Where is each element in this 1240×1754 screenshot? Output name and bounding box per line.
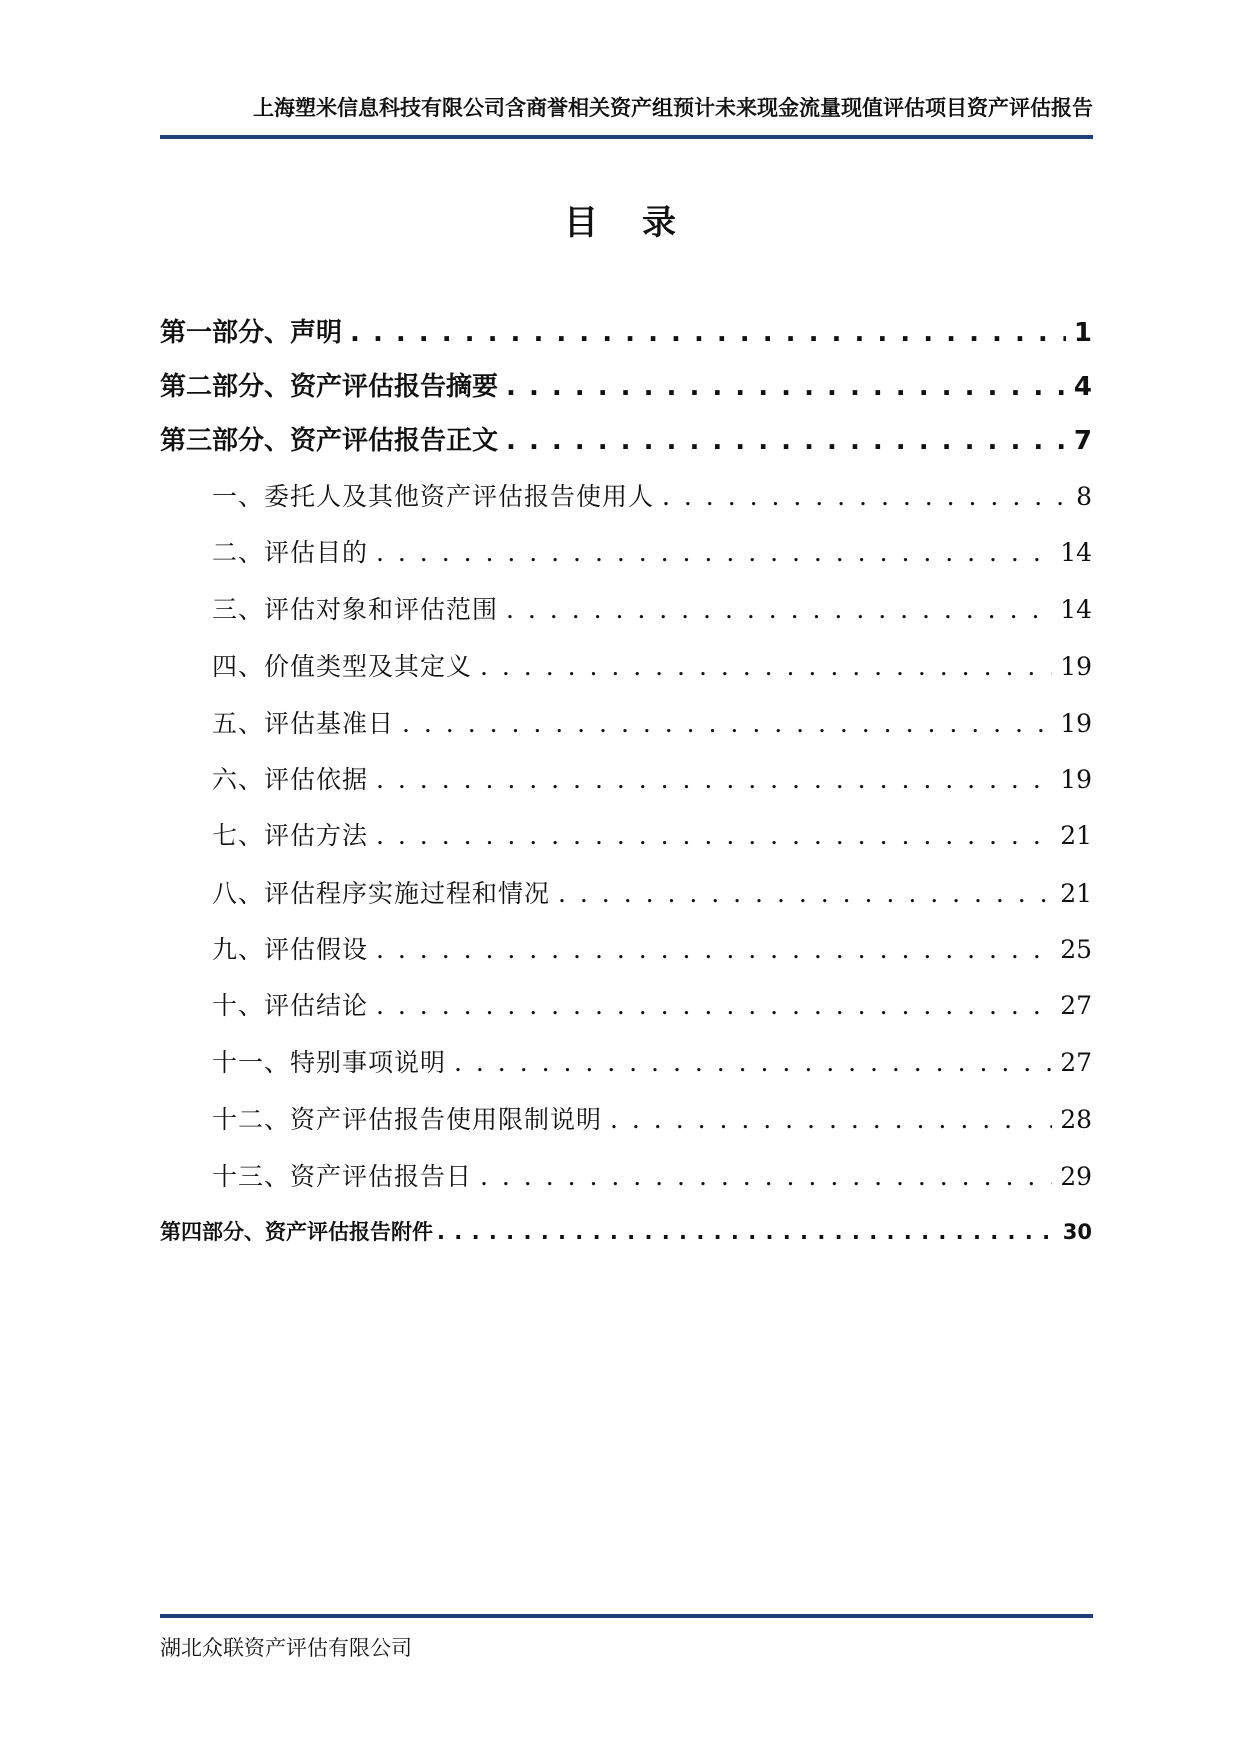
dot-leader <box>376 765 1052 794</box>
toc-entry-section-9[interactable] <box>160 930 1092 970</box>
header-divider <box>160 135 1093 139</box>
dot-leader <box>437 1220 1059 1244</box>
toc-entry-page: 19 <box>1060 709 1092 738</box>
dot-leader <box>454 1048 1052 1077</box>
toc-entry-part-1[interactable] <box>160 312 1092 352</box>
toc-entry-page: 25 <box>1060 935 1092 964</box>
footer-divider <box>160 1614 1093 1618</box>
toc-entry-section-7[interactable] <box>160 816 1092 856</box>
toc-entry-page: 1 <box>1073 318 1092 348</box>
toc-entry-section-12[interactable] <box>160 1100 1092 1140</box>
toc-entry-label: 二、评估目的 <box>212 538 369 567</box>
toc-entry-label: 十二、资产评估报告使用限制说明 <box>212 1105 603 1134</box>
toc-entry-label: 十三、资产评估报告日 <box>212 1162 473 1191</box>
toc-entry-page: 30 <box>1062 1220 1092 1244</box>
toc-entry-part-4[interactable] <box>160 1216 1092 1256</box>
toc-entry-section-1[interactable] <box>160 477 1092 517</box>
toc-entry-page: 14 <box>1060 595 1092 624</box>
toc-entry-label: 四、价值类型及其定义 <box>212 652 473 681</box>
dot-leader <box>350 318 1066 348</box>
toc-entry-label: 第二部分、资产评估报告摘要 <box>160 372 499 402</box>
toc-entry-page: 29 <box>1060 1162 1092 1191</box>
toc-entry-section-13[interactable] <box>160 1157 1092 1197</box>
toc-entry-section-5[interactable] <box>160 704 1092 744</box>
toc-entry-section-2[interactable] <box>160 533 1092 573</box>
toc-entry-label: 十、评估结论 <box>212 991 369 1020</box>
toc-entry-page: 28 <box>1060 1105 1092 1134</box>
page-title: 目录 <box>564 203 720 243</box>
dot-leader <box>506 426 1066 456</box>
toc-entry-page: 27 <box>1060 1048 1092 1077</box>
toc-entry-label: 六、评估依据 <box>212 765 369 794</box>
dot-leader <box>402 709 1052 738</box>
toc-entry-label: 九、评估假设 <box>212 935 369 964</box>
toc-entry-section-3[interactable] <box>160 590 1092 630</box>
toc-entry-section-8[interactable] <box>160 874 1092 914</box>
dot-leader <box>610 1105 1052 1134</box>
footer-company-name: 湖北众联资产评估有限公司 <box>160 1636 412 1660</box>
toc-entry-part-2[interactable] <box>160 366 1092 406</box>
toc-entry-page: 19 <box>1060 652 1092 681</box>
dot-leader <box>480 652 1052 681</box>
toc-entry-label: 第一部分、声明 <box>160 318 343 348</box>
toc-entry-part-3[interactable] <box>160 420 1092 460</box>
toc-entry-page: 14 <box>1060 538 1092 567</box>
toc-entry-label: 一、委托人及其他资产评估报告使用人 <box>212 482 655 511</box>
dot-leader <box>506 372 1066 402</box>
running-header-title: 上海塑米信息科技有限公司含商誉相关资产组预计未来现金流量现值评估项目资产评估报告 <box>253 96 1093 120</box>
dot-leader <box>558 879 1052 908</box>
toc-entry-label: 五、评估基准日 <box>212 709 395 738</box>
dot-leader <box>376 538 1052 567</box>
dot-leader <box>376 991 1052 1020</box>
toc-entry-label: 七、评估方法 <box>212 821 369 850</box>
toc-entry-label: 八、评估程序实施过程和情况 <box>212 879 551 908</box>
toc-entry-section-6[interactable] <box>160 760 1092 800</box>
dot-leader <box>376 935 1052 964</box>
toc-entry-page: 4 <box>1073 372 1092 402</box>
toc-entry-page: 21 <box>1060 821 1092 850</box>
toc-entry-section-10[interactable] <box>160 986 1092 1026</box>
toc-entry-page: 7 <box>1073 426 1092 456</box>
dot-leader <box>480 1162 1052 1191</box>
dot-leader <box>662 482 1068 511</box>
toc-entry-section-4[interactable] <box>160 647 1092 687</box>
toc-entry-page: 21 <box>1060 879 1092 908</box>
toc-entry-page: 19 <box>1060 765 1092 794</box>
toc-entry-label: 十一、特别事项说明 <box>212 1048 447 1077</box>
dot-leader <box>376 821 1052 850</box>
toc-entry-label: 第三部分、资产评估报告正文 <box>160 426 499 456</box>
toc-entry-label: 第四部分、资产评估报告附件 <box>160 1220 433 1244</box>
toc-entry-page: 27 <box>1060 991 1092 1020</box>
toc-entry-label: 三、评估对象和评估范围 <box>212 595 499 624</box>
dot-leader <box>506 595 1052 624</box>
toc-entry-section-11[interactable] <box>160 1043 1092 1083</box>
toc-entry-page: 8 <box>1076 482 1092 511</box>
